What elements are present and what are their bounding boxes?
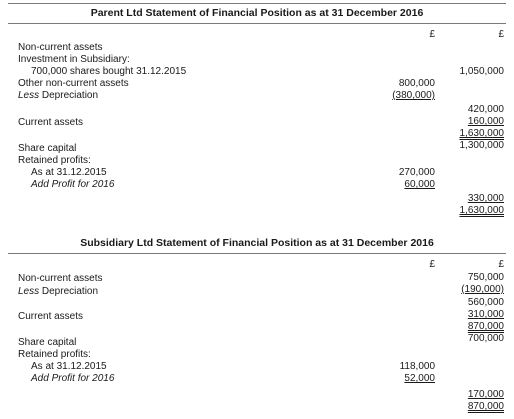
- subsidiary-title-rule: [8, 253, 506, 254]
- parent-net-nca-value: 420,000: [467, 104, 504, 115]
- subsidiary-depreciation-value: (190,000): [461, 284, 504, 295]
- subsidiary-total-assets-value: 870,000: [467, 321, 504, 332]
- parent-current-assets-label: Current assets: [18, 117, 84, 128]
- subsidiary-share-capital-label: Share capital: [18, 337, 77, 348]
- parent-as-at-value: 270,000: [398, 167, 435, 178]
- parent-statement-title: Parent Ltd Statement of Financial Position as at 31 December 2016: [90, 7, 424, 19]
- parent-less-depreciation-label: [18, 90, 98, 102]
- subsidiary-depreciation-word: Depreciation: [39, 286, 99, 297]
- parent-total-assets-value: 1,630,000: [459, 128, 504, 139]
- parent-current-assets-value: 160,000: [467, 116, 504, 127]
- parent-retained-total-value: 330,000: [467, 193, 504, 204]
- parent-add-profit-label: Add Profit for 2016: [31, 179, 115, 190]
- subsidiary-non-current-assets-label: Non-current assets: [18, 273, 103, 284]
- parent-add-profit-value: 60,000: [404, 179, 435, 190]
- parent-total-equity-value: 1,630,000: [459, 205, 504, 216]
- parent-share-capital-label: Share capital: [18, 143, 77, 154]
- subsidiary-total-equity-value: 870,000: [467, 401, 504, 412]
- parent-retained-profits-label: Retained profits:: [18, 155, 91, 166]
- parent-less-word: Less: [18, 90, 40, 101]
- parent-other-nca-value: 800,000: [398, 78, 435, 89]
- parent-depreciation-word: Depreciation: [39, 90, 99, 101]
- parent-non-current-assets-label: Non-current assets: [18, 42, 103, 53]
- subsidiary-non-current-assets-value: 750,000: [467, 272, 504, 283]
- parent-shares-label: 700,000 shares bought 31.12.2015: [31, 66, 187, 77]
- subsidiary-currency-col2: £: [498, 259, 504, 270]
- parent-title-rule: [8, 23, 506, 24]
- parent-as-at-label: As at 31.12.2015: [31, 167, 107, 178]
- subsidiary-less-word: Less: [18, 286, 40, 297]
- subsidiary-as-at-value: 118,000: [399, 361, 435, 372]
- subsidiary-net-nca-value: 560,000: [467, 297, 504, 308]
- parent-investment-label: Investment in Subsidiary:: [18, 54, 130, 65]
- parent-currency-col1: £: [429, 29, 435, 40]
- subsidiary-current-assets-label: Current assets: [18, 311, 84, 322]
- parent-shares-value: 1,050,000: [459, 66, 504, 77]
- subsidiary-add-profit-value: 52,000: [404, 373, 435, 384]
- subsidiary-add-profit-label: Add Profit for 2016: [31, 373, 115, 384]
- subsidiary-retained-total-value: 170,000: [467, 389, 504, 400]
- subsidiary-less-depreciation-label: [18, 286, 98, 298]
- subsidiary-current-assets-value: 310,000: [467, 309, 504, 320]
- parent-depreciation-value: (380,000): [392, 90, 435, 101]
- parent-share-capital-value: 1,300,000: [459, 140, 504, 151]
- subsidiary-as-at-label: As at 31.12.2015: [31, 361, 107, 372]
- parent-other-nca-label: Other non-current assets: [18, 78, 129, 89]
- subsidiary-statement-title: Subsidiary Ltd Statement of Financial Position as at 31 December 2016: [80, 237, 434, 249]
- parent-top-rule: [8, 3, 506, 4]
- parent-currency-col2: £: [498, 29, 504, 40]
- subsidiary-currency-col1: £: [429, 259, 435, 270]
- subsidiary-share-capital-value: 700,000: [467, 333, 504, 344]
- subsidiary-retained-profits-label: Retained profits:: [18, 349, 91, 360]
